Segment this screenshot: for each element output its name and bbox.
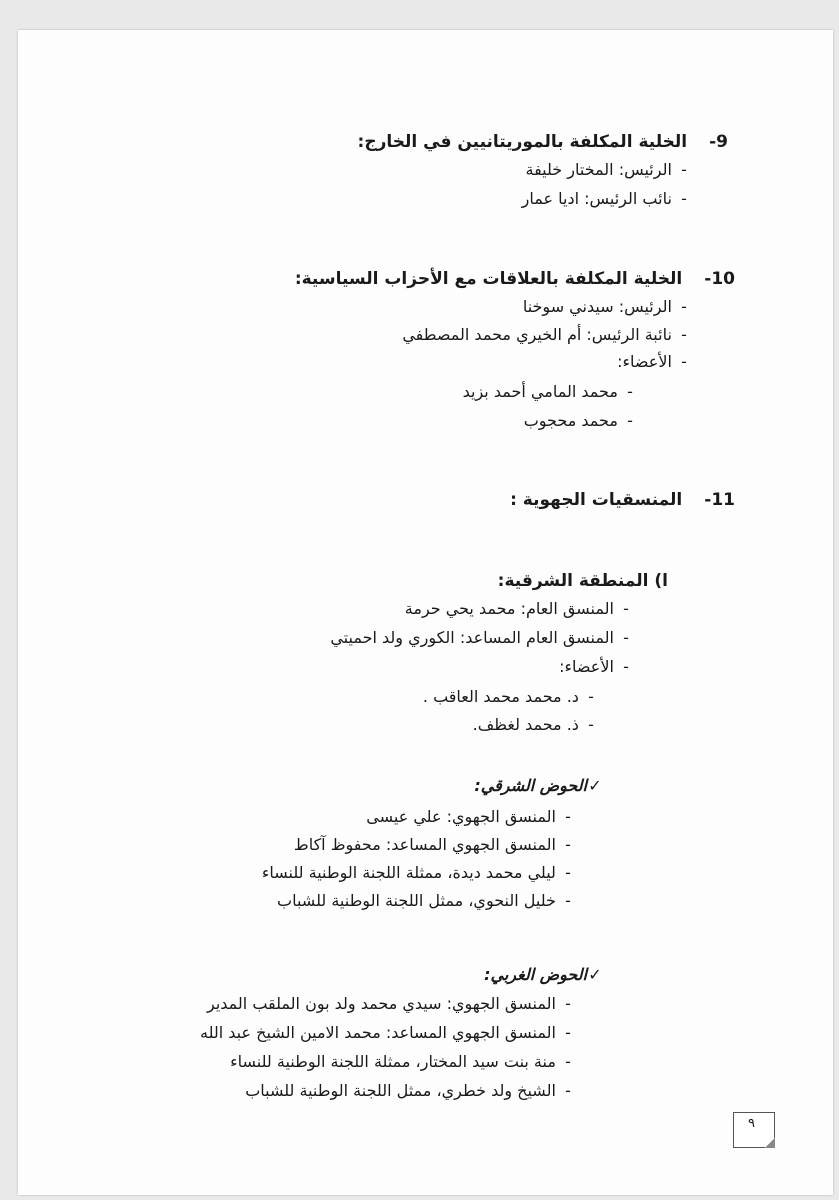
- section-11-title: المنسقيات الجهوية :: [510, 490, 683, 510]
- section-10-title: الخلية المكلفة بالعلاقات مع الأحزاب السياسية:: [294, 269, 683, 289]
- member-item: - محمد المامي أحمد بزيد: [462, 382, 633, 401]
- list-item: - الأعضاء:: [617, 352, 687, 371]
- member-item: - محمد محجوب: [523, 411, 633, 430]
- section-10-heading: [295, 269, 735, 289]
- member-item: - ذ. محمد لغظف.: [472, 715, 594, 734]
- section-11-number: 11-: [704, 490, 735, 510]
- check-icon: ✓: [588, 776, 602, 795]
- list-item: - المنسق الجهوي: سيدي محمد ولد بون الملقب المدير: [206, 994, 571, 1013]
- section-9-number: 9-: [709, 132, 728, 152]
- page-number-box: [733, 1112, 775, 1148]
- section-9-heading: [358, 132, 728, 152]
- list-item: - المنسق العام: محمد يحي حرمة: [404, 599, 629, 618]
- list-item: - الرئيس: سيدني سوخنا: [522, 297, 687, 316]
- list-item: - منة بنت سيد المختار، ممثلة اللجنة الوطنية للنساء: [230, 1052, 571, 1071]
- west-basin-title: ✓الحوض الغربي:: [484, 965, 602, 984]
- page-number: ٩: [748, 1116, 755, 1131]
- east-basin-title: ✓الحوض الشرقي:: [474, 776, 602, 795]
- list-item: - المنسق الجهوي: علي عيسى: [366, 807, 571, 826]
- check-icon: ✓: [588, 965, 602, 984]
- list-item: - المنسق الجهوي المساعد: محمد الامين الشيخ عبد الله: [200, 1023, 571, 1042]
- region-a-title: ا) المنطقة الشرقية:: [497, 571, 668, 591]
- list-item: - نائب الرئيس: اديا عمار: [521, 189, 687, 208]
- document-page: [18, 30, 833, 1195]
- list-item: - المنسق الجهوي المساعد: محفوظ آكاط: [293, 835, 571, 854]
- section-9-title: الخلية المكلفة بالموريتانيين في الخارج:: [357, 132, 688, 152]
- list-item: - خليل النحوي، ممثل اللجنة الوطنية للشباب: [277, 891, 571, 910]
- section-10-number: 10-: [704, 269, 735, 289]
- list-item: - المنسق العام المساعد: الكوري ولد احميتي: [330, 628, 629, 647]
- list-item: - ليلي محمد ديدة، ممثلة اللجنة الوطنية للنساء: [261, 863, 571, 882]
- list-item: - الشيخ ولد خطري، ممثل اللجنة الوطنية للشباب: [245, 1081, 571, 1100]
- section-11-heading: [510, 490, 735, 510]
- member-item: - د. محمد محمد العاقب .: [422, 687, 594, 706]
- list-item: - نائبة الرئيس: أم الخيري محمد المصطفي: [402, 325, 687, 344]
- list-item: - الأعضاء:: [559, 657, 629, 676]
- list-item: - الرئيس: المختار خليفة: [525, 160, 687, 179]
